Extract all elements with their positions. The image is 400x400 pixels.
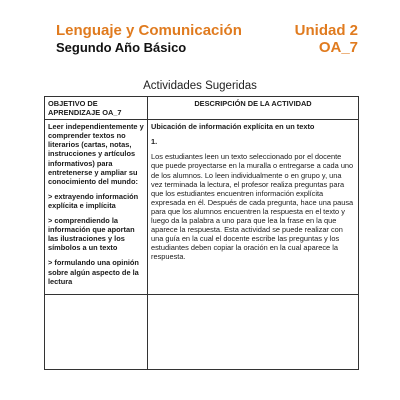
header-row-2 xyxy=(56,39,358,56)
activities-table xyxy=(44,96,359,370)
activity-cell xyxy=(148,120,359,295)
empty-cell xyxy=(45,294,148,369)
objective-bullet: > comprendiendo la información que aportan las ilustraciones y los símbolos a un texto xyxy=(48,216,135,253)
objective-cell xyxy=(45,120,148,295)
table-row xyxy=(45,120,359,295)
activity-description: Los estudiantes leen un texto seleccionado por el docente que puede proyectarse en la muralla o entregarse a cada uno de los alumnos. Lo leen individualmente o en grupo y, una vez terminada la lectura, el profesor realiza preguntas para que los estudiantes encuentren información explícita expresada en él. Después de cada pregunta, hace una pausa para que los alumnos encuentren la respuesta en el texto y luego da la palabra a uno para que lea la frase en la que aparece la respuesta. Esta actividad se puede realizar con una guía en la cual el docente escribe las preguntas y los estudiantes deben copiar la oración en la cual aparece la respuesta. xyxy=(151,152,354,262)
objective-column-header: OBJETIVO DE APRENDIZAJE OA_7 xyxy=(45,97,148,120)
page-header xyxy=(56,22,358,56)
grade-label: Segundo Año Básico xyxy=(56,40,187,55)
unit-label: Unidad 2 xyxy=(294,22,358,39)
section-title: Actividades Sugeridas xyxy=(143,80,257,92)
activity-title: Ubicación de información explícita en un texto xyxy=(151,122,315,132)
description-column-header: DESCRIPCIÓN DE LA ACTIVIDAD xyxy=(148,97,359,120)
objective-code: OA_7 xyxy=(318,39,358,56)
objective-bullet: > formulando una opinión sobre algún aspecto de la lectura xyxy=(48,258,139,286)
subject-title: Lenguaje y Comunicación xyxy=(56,22,242,39)
empty-cell xyxy=(148,294,359,369)
objective-bullet: > extrayendo información explícita e implícita xyxy=(48,191,139,210)
table-empty-row xyxy=(45,294,359,369)
header-row-1 xyxy=(56,22,358,39)
activity-number: 1. xyxy=(151,137,158,147)
objective-intro: Leer independientemente y comprender textos no literarios (cartas, notas, instrucciones y artículos informativos) para entretenerse y ampliar su conocimiento del mundo: xyxy=(48,122,144,186)
table-header-row xyxy=(45,97,359,120)
